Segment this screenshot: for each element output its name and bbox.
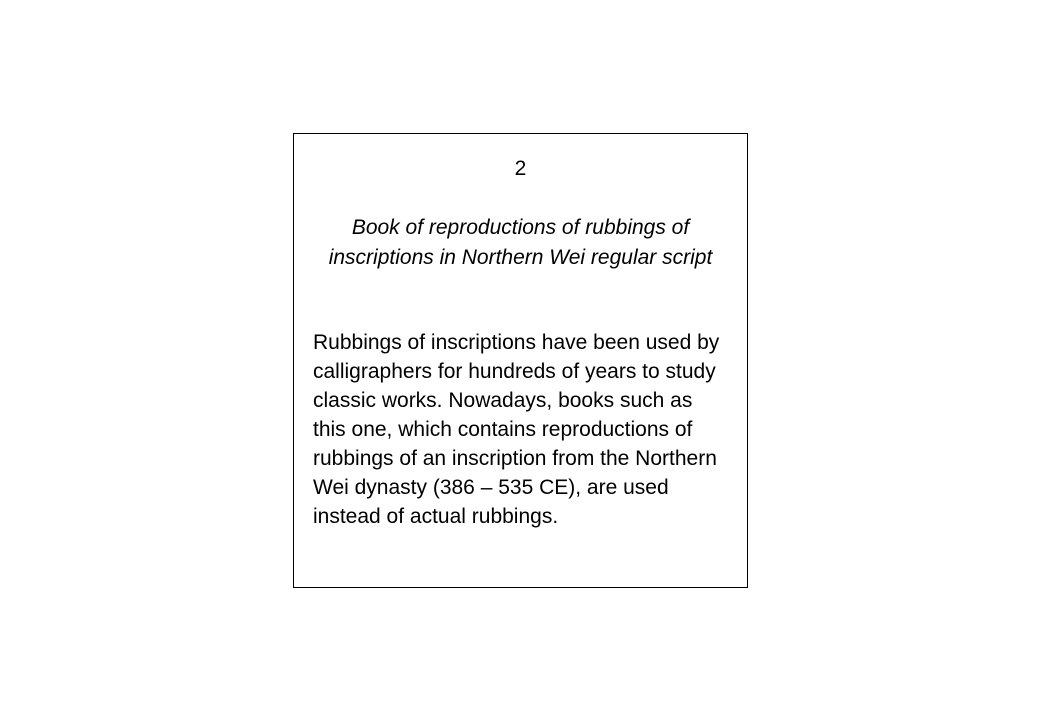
label-title: Book of reproductions of rubbings of inscriptions in Northern Wei regular script bbox=[328, 216, 713, 269]
label-card bbox=[293, 133, 748, 588]
label-description: Rubbings of inscriptions have been used by calligraphers for hundreds of years to study classic works. Nowadays, books such as this one, which contains reproductions of rubbings of an inscription from the Northern Wei dynasty (386 – 535 CE), are used instead of actual rubbings. bbox=[313, 331, 720, 528]
label-number: 2 bbox=[514, 157, 527, 180]
